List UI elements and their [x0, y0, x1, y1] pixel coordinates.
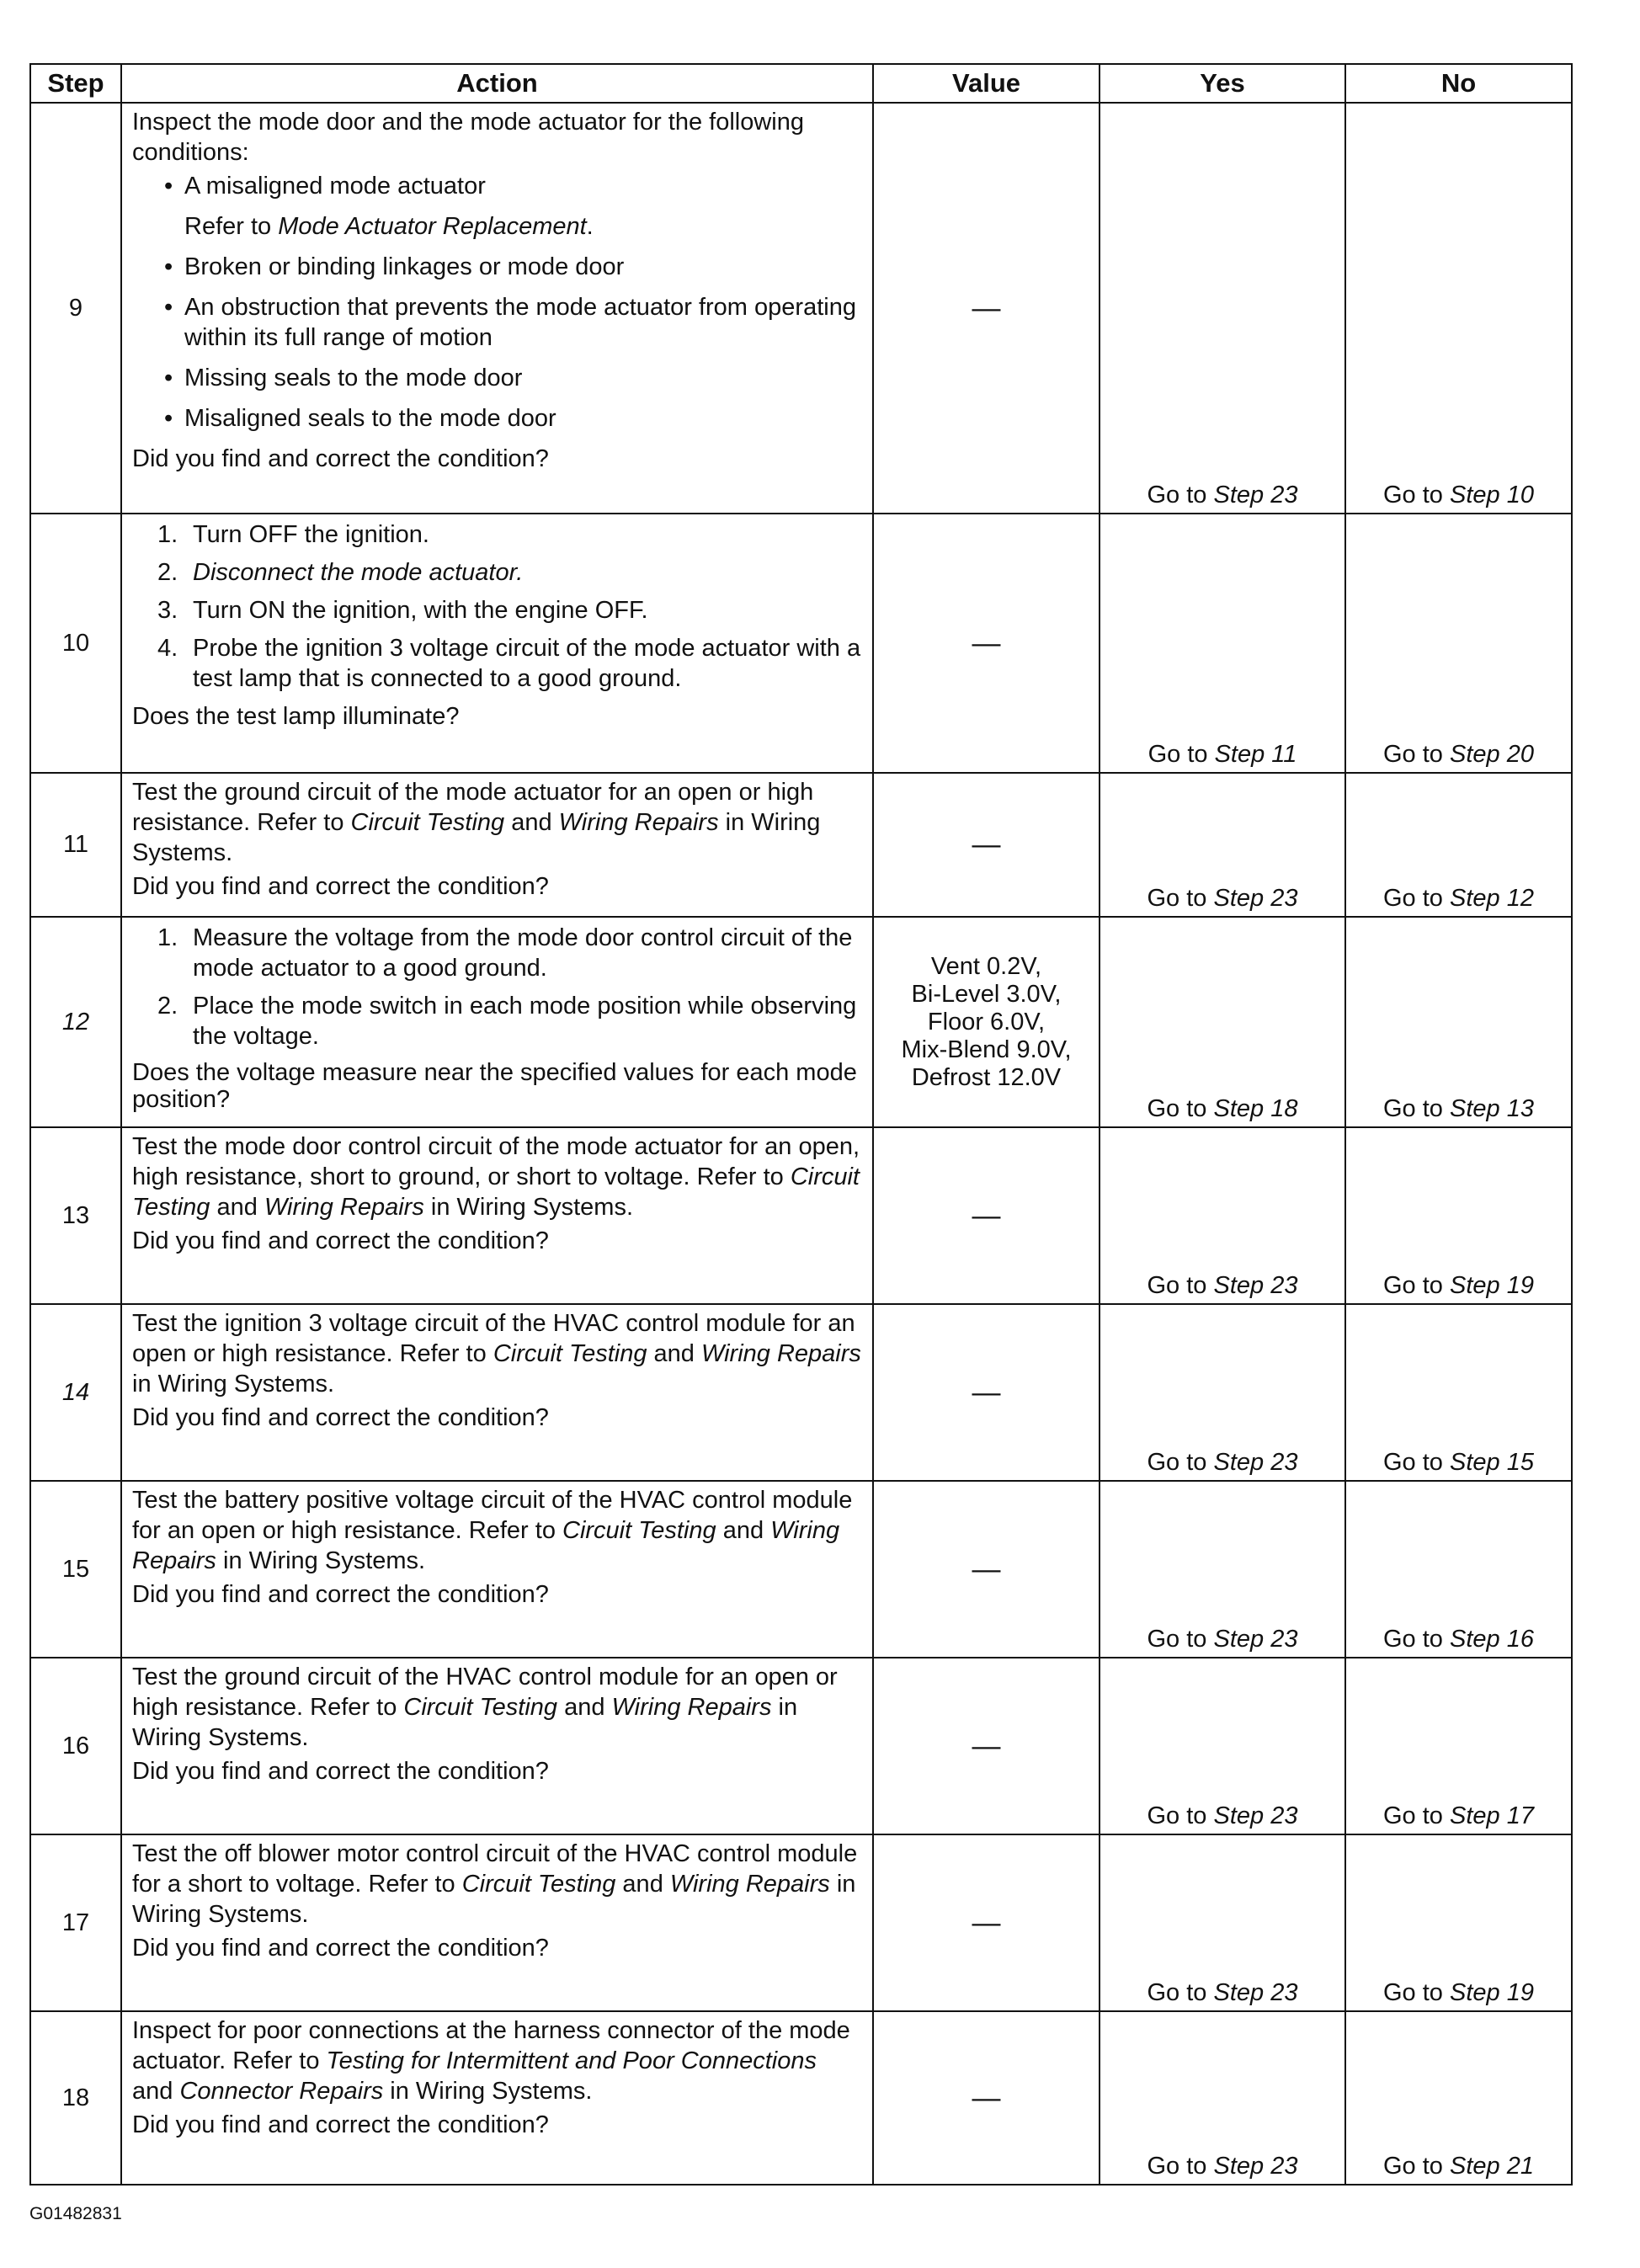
condition-list	[132, 171, 864, 434]
table-row	[30, 514, 1572, 773]
step-number: 10	[30, 514, 121, 773]
yes-step-link: Step 23	[1213, 1979, 1298, 2006]
header-no: No	[1345, 64, 1572, 103]
table-row	[30, 773, 1572, 917]
list-item: 2. Disconnect the mode actuator.	[157, 559, 524, 586]
no-cell: Go to Step 19	[1345, 1127, 1572, 1304]
value-line: Floor 6.0V,	[927, 1008, 1046, 1036]
action-intro: Inspect the mode door and the mode actuator for the following conditions:	[132, 109, 804, 166]
header-yes: Yes	[1100, 64, 1345, 103]
no-step-link: Step 19	[1450, 1979, 1534, 2006]
table-row	[30, 917, 1572, 1127]
action-cell	[121, 514, 873, 773]
step-number: 15	[30, 1481, 121, 1658]
list-item: 1. Measure the voltage from the mode door control circuit of the mode actuator to a good ground.	[157, 924, 853, 982]
value-cell: —	[873, 1834, 1100, 2011]
yes-step-link: Step 23	[1213, 1272, 1298, 1299]
list-item: • An obstruction that prevents the mode actuator from operating within its full range of motion	[132, 292, 864, 353]
value-line: Vent 0.2V,	[930, 952, 1042, 980]
action-text: Inspect for poor connections at the harness connector of the mode actuator. Refer to Testing for Intermittent and Poor Connections and Connector Repairs in Wiring Systems.	[132, 2017, 850, 2105]
yes-cell: Go to Step 23	[1100, 1127, 1345, 1304]
procedure-list	[132, 923, 864, 1051]
list-item: • A misaligned mode actuator	[132, 171, 864, 201]
action-cell	[121, 1658, 873, 1834]
value-cell: —	[873, 514, 1100, 773]
action-cell	[121, 1304, 873, 1481]
yes-cell: Go to Step 23	[1100, 103, 1345, 514]
action-text: Test the ground circuit of the HVAC control module for an open or high resistance. Refer to Circuit Testing and Wiring Repairs in Wiring Systems.	[132, 1664, 838, 1751]
table-row	[30, 1304, 1572, 1481]
list-item: • Broken or binding linkages or mode door	[132, 252, 864, 282]
procedure-list	[132, 519, 864, 694]
yes-step-link: Step 23	[1213, 2153, 1298, 2180]
list-item: 2. Place the mode switch in each mode position while observing the voltage.	[157, 993, 857, 1050]
header-value: Value	[873, 64, 1100, 103]
action-question: Did you find and correct the condition?	[132, 1404, 549, 1431]
yes-cell: Go to Step 11	[1100, 514, 1345, 773]
yes-step-link: Step 23	[1213, 885, 1298, 912]
value-cell: —	[873, 103, 1100, 514]
step-number: 16	[30, 1658, 121, 1834]
action-cell	[121, 103, 873, 514]
value-cell: —	[873, 1658, 1100, 1834]
yes-cell: Go to Step 23	[1100, 1658, 1345, 1834]
table-row	[30, 1127, 1572, 1304]
step-number: 17	[30, 1834, 121, 2011]
header-step: Step	[30, 64, 121, 103]
action-cell	[121, 2011, 873, 2185]
list-item: • Misaligned seals to the mode door	[132, 403, 864, 434]
action-question: Did you find and correct the condition?	[132, 1227, 549, 1254]
action-question: Did you find and correct the condition?	[132, 1758, 549, 1785]
step-number: 13	[30, 1127, 121, 1304]
value-cell: —	[873, 1481, 1100, 1658]
list-item: 1. Turn OFF the ignition.	[157, 521, 429, 548]
action-text: Test the mode door control circuit of the mode actuator for an open, high resistance, short to ground, or short to voltage. Refer to Circuit Testing and Wiring Repairs in Wiring Systems.	[132, 1133, 860, 1221]
yes-step-link: Step 23	[1213, 1802, 1298, 1829]
yes-cell: Go to Step 23	[1100, 1834, 1345, 2011]
value-line: Bi-Level 3.0V,	[911, 980, 1062, 1008]
yes-cell: Go to Step 23	[1100, 773, 1345, 917]
step-number: 18	[30, 2011, 121, 2185]
action-cell	[121, 773, 873, 917]
table-row	[30, 103, 1572, 514]
action-question: Did you find and correct the condition?	[132, 873, 549, 900]
value-cell: —	[873, 1127, 1100, 1304]
action-cell	[121, 917, 873, 1127]
list-item: • Missing seals to the mode door	[132, 363, 864, 393]
action-question: Does the test lamp illuminate?	[132, 703, 460, 730]
table-header-row	[30, 64, 1572, 103]
action-question: Did you find and correct the condition?	[132, 1935, 549, 1962]
value-cell: —	[873, 2011, 1100, 2185]
action-text: Test the ignition 3 voltage circuit of the HVAC control module for an open or high resistance. Refer to Circuit Testing and Wiring Repairs in Wiring Systems.	[132, 1310, 861, 1398]
value-cell	[873, 917, 1100, 1127]
no-cell: Go to Step 20	[1345, 514, 1572, 773]
action-cell	[121, 1481, 873, 1658]
no-step-link: Step 17	[1450, 1802, 1534, 1829]
yes-step-link: Step 18	[1213, 1095, 1298, 1122]
value-cell: —	[873, 1304, 1100, 1481]
step-number: 9	[30, 103, 121, 514]
yes-step-link: Step 23	[1213, 1449, 1298, 1476]
action-question: Did you find and correct the condition?	[132, 445, 549, 472]
no-cell: Go to Step 21	[1345, 2011, 1572, 2185]
no-step-link: Step 15	[1450, 1449, 1534, 1476]
table-row	[30, 2011, 1572, 2185]
step-number: 12	[30, 917, 121, 1127]
no-step-link: Step 12	[1450, 885, 1534, 912]
value-line: Mix-Blend 9.0V,	[901, 1036, 1072, 1063]
table-row	[30, 1834, 1572, 2011]
no-cell: Go to Step 12	[1345, 773, 1572, 917]
action-cell	[121, 1127, 873, 1304]
yes-cell: Go to Step 23	[1100, 1481, 1345, 1658]
action-cell	[121, 1834, 873, 2011]
no-step-link: Step 16	[1450, 1626, 1534, 1653]
step-number: 11	[30, 773, 121, 917]
yes-cell: Go to Step 18	[1100, 917, 1345, 1127]
action-question: Does the voltage measure near the specified values for each mode position?	[132, 1059, 857, 1113]
action-question: Did you find and correct the condition?	[132, 1581, 549, 1608]
header-action: Action	[121, 64, 873, 103]
table-row	[30, 1658, 1572, 1834]
action-text: Test the battery positive voltage circuit of the HVAC control module for an open or high resistance. Refer to Circuit Testing and Wiring Repairs in Wiring Systems.	[132, 1487, 853, 1574]
yes-cell: Go to Step 23	[1100, 1304, 1345, 1481]
no-cell: Go to Step 13	[1345, 917, 1572, 1127]
no-cell: Go to Step 16	[1345, 1481, 1572, 1658]
diagnostic-table	[29, 63, 1573, 2185]
no-step-link: Step 10	[1450, 482, 1534, 508]
table-row	[30, 1481, 1572, 1658]
no-cell: Go to Step 15	[1345, 1304, 1572, 1481]
yes-step-link: Step 11	[1214, 741, 1297, 768]
yes-step-link: Step 23	[1213, 1626, 1298, 1653]
figure-id: G01482831	[29, 2204, 122, 2223]
yes-step-link: Step 23	[1213, 482, 1298, 508]
step-number: 14	[30, 1304, 121, 1481]
list-item-reference: Refer to Mode Actuator Replacement.	[184, 213, 594, 240]
yes-cell: Go to Step 23	[1100, 2011, 1345, 2185]
no-cell: Go to Step 19	[1345, 1834, 1572, 2011]
list-item: 4. Probe the ignition 3 voltage circuit of the mode actuator with a test lamp that is connected to a good ground.	[157, 635, 861, 692]
list-item: 3. Turn ON the ignition, with the engine OFF.	[157, 597, 648, 624]
action-text: Test the ground circuit of the mode actuator for an open or high resistance. Refer to Circuit Testing and Wiring Repairs in Wiring Systems.	[132, 779, 821, 866]
no-step-link: Step 20	[1450, 741, 1534, 768]
no-cell: Go to Step 10	[1345, 103, 1572, 514]
no-step-link: Step 19	[1450, 1272, 1534, 1299]
no-step-link: Step 13	[1450, 1095, 1534, 1122]
action-question: Did you find and correct the condition?	[132, 2111, 549, 2138]
no-step-link: Step 21	[1450, 2153, 1534, 2180]
no-cell: Go to Step 17	[1345, 1658, 1572, 1834]
value-cell: —	[873, 773, 1100, 917]
value-line: Defrost 12.0V	[911, 1063, 1062, 1091]
action-text: Test the off blower motor control circuit of the HVAC control module for a short to voltage. Refer to Circuit Testing and Wiring Repairs in Wiring Systems.	[132, 1840, 858, 1928]
